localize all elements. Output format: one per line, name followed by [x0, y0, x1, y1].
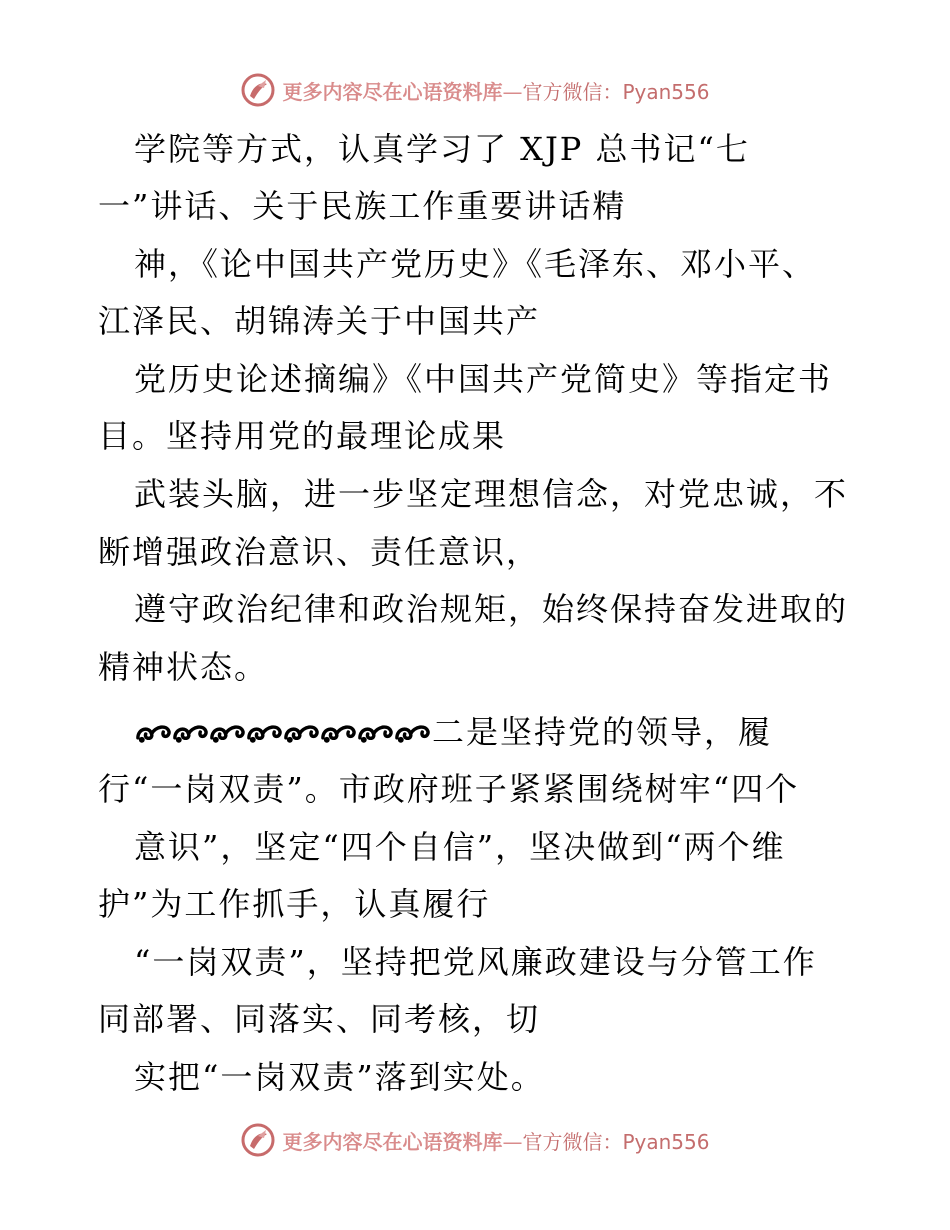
- text-line: 遵守政治纪律和政治规矩，始终保持奋发进取的: [134, 590, 849, 628]
- text-line: 神，《论中国共产党历史》《毛泽东、邓小平、: [134, 245, 817, 283]
- swirl-ornament-icon: [393, 718, 432, 746]
- swirl-ornament-icon: [134, 718, 173, 746]
- brand-seal-icon: [240, 1122, 276, 1158]
- text-line: 学院等方式，认真学习了 XJP 总书记“七: [134, 130, 750, 168]
- text-line: 实把“一岗双责”落到实处。: [134, 1058, 545, 1096]
- text-line-with-ornament: [134, 712, 772, 752]
- swirl-ornament-icon: [356, 718, 395, 746]
- swirl-ornament-icon: [171, 718, 210, 746]
- text-line: 武装头脑，进一步坚定理想信念，对党忠诚，不: [134, 475, 849, 513]
- text-line: 二是坚持党的领导，履: [432, 713, 773, 751]
- watermark-dash: —: [502, 1129, 523, 1154]
- text-line: 护”为工作抓手，认真履行: [98, 885, 491, 923]
- text-line: 江泽民、胡锦涛关于中国共产: [98, 302, 541, 340]
- watermark-brand: 更多内容尽在心语资料库: [282, 1129, 503, 1154]
- text-line: 精神状态。: [98, 648, 269, 686]
- text-line: 党历史论述摘编》《中国共产党简史》等指定书: [134, 360, 833, 398]
- text-line: 目。坚持用党的最理论成果: [98, 417, 507, 455]
- text-line: “一岗双责”，坚持把党风廉政建设与分管工作: [134, 943, 817, 981]
- text-line: 意识”，坚定“四个自信”，坚决做到“两个维: [134, 828, 786, 866]
- swirl-ornament-icon: [319, 718, 358, 746]
- watermark-wechat: 官方微信：Pyan556: [522, 1129, 710, 1154]
- swirl-ornament-icon: [245, 718, 284, 746]
- text-line: 断增强政治意识、责任意识，: [98, 533, 541, 571]
- watermark-brand: 更多内容尽在心语资料库: [282, 79, 503, 104]
- watermark-wechat: 官方微信：Pyan556: [522, 79, 710, 104]
- text-line: 同部署、同落实、同考核，切: [98, 1000, 541, 1038]
- watermark-dash: —: [502, 79, 523, 104]
- text-line: 行“一岗双责”。市政府班子紧紧围绕树牢“四个: [98, 770, 800, 808]
- ornament-row: [134, 718, 430, 746]
- footer-watermark: [0, 1120, 950, 1160]
- swirl-ornament-icon: [208, 718, 247, 746]
- swirl-ornament-icon: [282, 718, 321, 746]
- text-line: 一”讲话、关于民族工作重要讲话精: [98, 187, 627, 225]
- watermark-text: [282, 1126, 709, 1155]
